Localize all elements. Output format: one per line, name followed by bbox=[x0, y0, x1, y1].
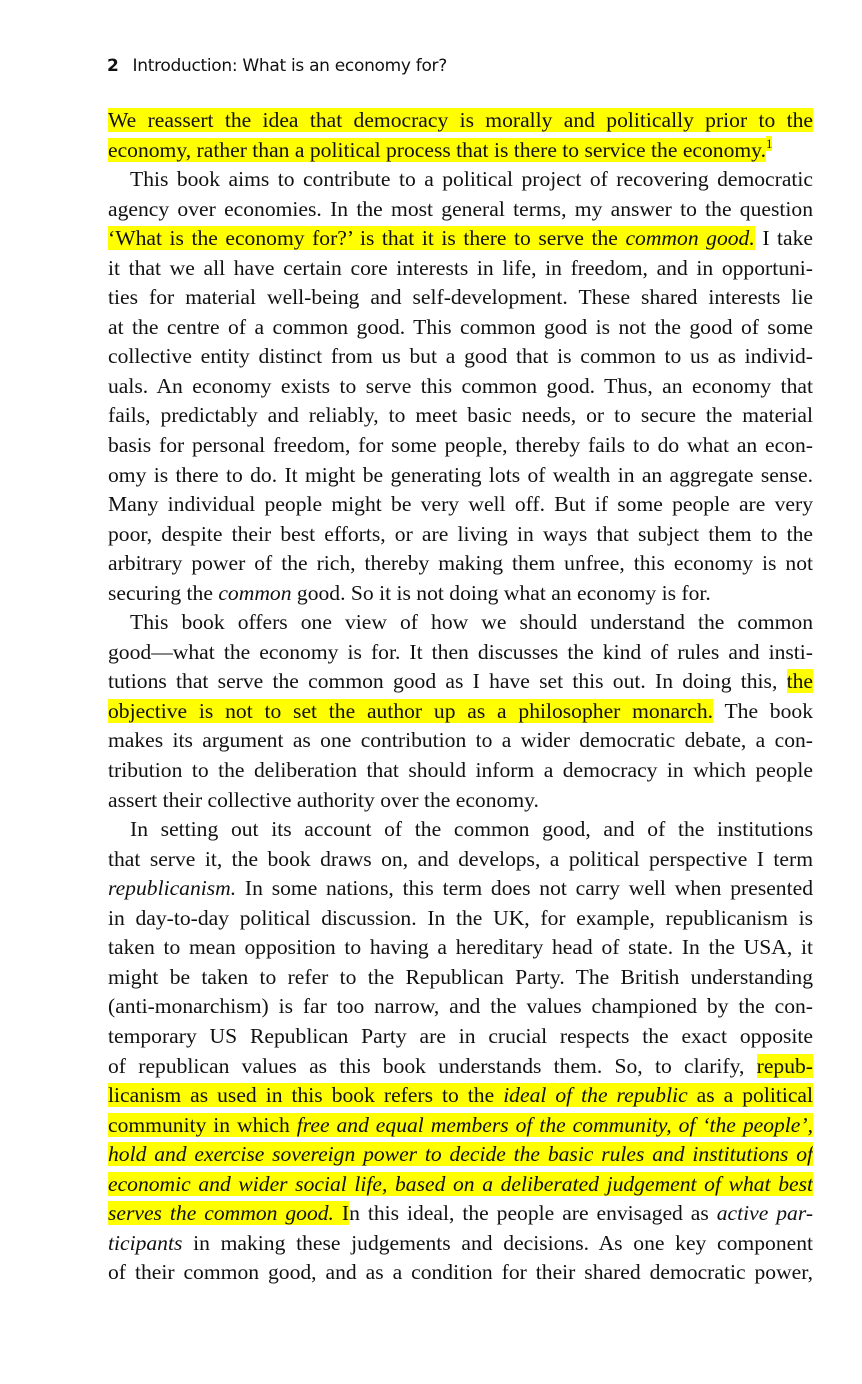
text-line bbox=[108, 667, 813, 697]
text-run: assert their collective authority over the economy. bbox=[108, 787, 539, 812]
text-run: In some nations, this term does not carry well when presented bbox=[236, 876, 813, 901]
highlighted-text: the bbox=[786, 669, 813, 694]
text-line bbox=[108, 874, 813, 904]
text-run: omy is there to do. It might be generating lots of wealth in an aggregate sense. bbox=[108, 462, 813, 487]
text-line bbox=[108, 963, 813, 993]
footnote-marker: 1 bbox=[765, 136, 773, 152]
text-line bbox=[108, 1111, 813, 1141]
text-line bbox=[108, 106, 813, 136]
highlighted-text: free and equal members of the community, of ‘the people’, bbox=[296, 1112, 813, 1137]
text-run: of their common good, and as a condition for their shared democratic power, bbox=[108, 1260, 813, 1285]
text-line bbox=[108, 697, 813, 727]
text-line bbox=[108, 1199, 813, 1229]
text-line bbox=[108, 608, 813, 638]
text-run: arbitrary power of the rich, thereby making them unfree, this economy is not bbox=[108, 551, 813, 576]
text-run: in making these judgements and decisions. As one key component bbox=[182, 1230, 813, 1255]
highlighted-text: objective is not to set the author up as a philosopher monarch. bbox=[108, 698, 714, 723]
text-run: tribution to the deliberation that should inform a democracy in which people bbox=[108, 758, 813, 783]
text-run: good—what the economy is for. It then discusses the kind of rules and insti- bbox=[108, 639, 813, 664]
text-run: This book offers one view of how we should understand the common bbox=[130, 610, 813, 635]
text-line bbox=[108, 904, 813, 934]
text-line bbox=[108, 786, 813, 816]
text-line bbox=[108, 136, 813, 166]
text-line bbox=[108, 1140, 813, 1170]
text-line bbox=[108, 1170, 813, 1200]
text-run: might be taken to refer to the Republican Party. The British understanding bbox=[108, 964, 813, 989]
text-line bbox=[108, 283, 813, 313]
running-header bbox=[107, 56, 447, 76]
page-number: 2 bbox=[107, 56, 119, 76]
text-line bbox=[108, 1229, 813, 1259]
highlighted-text: ‘What is the economy for?’ is that it is there to serve the bbox=[108, 226, 626, 251]
text-line bbox=[108, 1081, 813, 1111]
text-run: good. So it is not doing what an economy is for. bbox=[291, 580, 711, 605]
text-run: poor, despite their best efforts, or are living in ways that subject them to the bbox=[108, 521, 813, 546]
highlighted-text: common good. bbox=[625, 226, 755, 251]
highlighted-text: hold and exercise sovereign power to decide the basic rules and institutions of bbox=[108, 1142, 813, 1167]
text-run: tutions that serve the common good as I have set this out. In doing this, bbox=[108, 669, 787, 694]
text-run: securing the bbox=[108, 580, 219, 605]
text-run: it that we all have certain core interests in life, in freedom, and in opportuni- bbox=[108, 255, 813, 280]
highlighted-text: serves the common good. bbox=[108, 1201, 334, 1226]
text-line bbox=[108, 195, 813, 225]
text-line bbox=[108, 401, 813, 431]
chapter-title: Introduction: What is an economy for? bbox=[132, 56, 447, 76]
text-line bbox=[108, 342, 813, 372]
text-run: This book aims to contribute to a political project of recovering democratic bbox=[130, 167, 813, 192]
text-run: agency over economies. In the most general terms, my answer to the question bbox=[108, 196, 813, 221]
text-line bbox=[108, 726, 813, 756]
text-line bbox=[108, 549, 813, 579]
text-line bbox=[108, 638, 813, 668]
text-run: n this ideal, the people are envisaged as bbox=[349, 1201, 717, 1226]
body-text bbox=[108, 106, 813, 1288]
text-line bbox=[108, 431, 813, 461]
text-run: taken to mean opposition to having a hereditary head of state. In the USA, it bbox=[108, 935, 813, 960]
text-run: fails, predictably and reliably, to meet basic needs, or to secure the material bbox=[108, 403, 813, 428]
text-line bbox=[108, 992, 813, 1022]
text-line bbox=[108, 1022, 813, 1052]
text-run: republicanism. bbox=[108, 876, 237, 901]
text-line bbox=[108, 490, 813, 520]
text-run: active par- bbox=[716, 1201, 813, 1226]
text-line bbox=[108, 815, 813, 845]
text-line bbox=[108, 756, 813, 786]
text-line bbox=[108, 1258, 813, 1288]
text-run: common bbox=[218, 580, 292, 605]
highlighted-text: repub- bbox=[756, 1053, 813, 1078]
text-run: that serve it, the book draws on, and develops, a political perspective I term bbox=[108, 846, 813, 871]
text-run: ticipants bbox=[108, 1230, 183, 1255]
text-line bbox=[108, 461, 813, 491]
text-run: at the centre of a common good. This common good is not the good of some bbox=[108, 314, 813, 339]
text-run: temporary US Republican Party are in crucial respects the exact opposite bbox=[108, 1023, 813, 1048]
text-run: in day-to-day political discussion. In the UK, for example, republicanism is bbox=[108, 905, 813, 930]
highlighted-text: licanism as used in this book refers to the bbox=[108, 1083, 504, 1108]
text-run: ties for material well-being and self-development. These shared interests lie bbox=[108, 285, 813, 310]
text-line bbox=[108, 520, 813, 550]
text-line bbox=[108, 313, 813, 343]
text-run: basis for personal freedom, for some people, thereby fails to do what an econ- bbox=[108, 433, 813, 458]
text-run: uals. An economy exists to serve this common good. Thus, an economy that bbox=[108, 373, 813, 398]
text-run: The book bbox=[713, 698, 813, 723]
text-line bbox=[108, 845, 813, 875]
highlighted-text: economic and wider social life, based on a deliberated judgement of what best bbox=[108, 1171, 813, 1196]
text-run: of republican values as this book understands them. So, to clarify, bbox=[108, 1053, 757, 1078]
highlighted-text: I bbox=[333, 1201, 350, 1226]
text-run: (anti-monarchism) is far too narrow, and the values championed by the con- bbox=[108, 994, 813, 1019]
text-run: makes its argument as one contribution to a wider democratic debate, a con- bbox=[108, 728, 813, 753]
text-run: I take bbox=[754, 226, 813, 251]
text-line bbox=[108, 579, 813, 609]
highlighted-text: ideal of the republic bbox=[503, 1083, 688, 1108]
highlighted-text: We reassert the idea that democracy is morally and politically prior to the bbox=[108, 108, 813, 132]
text-line bbox=[108, 933, 813, 963]
highlighted-text: economy, rather than a political process that is there to service the economy. bbox=[108, 137, 766, 162]
text-run: collective entity distinct from us but a good that is common to us as individ- bbox=[108, 344, 813, 369]
text-run: Many individual people might be very well off. But if some people are very bbox=[108, 492, 813, 517]
highlighted-text: as a political bbox=[687, 1083, 813, 1108]
text-line bbox=[108, 372, 813, 402]
text-run: In setting out its account of the common good, and of the institutions bbox=[130, 817, 813, 842]
text-line bbox=[108, 254, 813, 284]
highlighted-text: community in which bbox=[108, 1112, 297, 1137]
text-line bbox=[108, 165, 813, 195]
text-line bbox=[108, 224, 813, 254]
text-line bbox=[108, 1052, 813, 1082]
